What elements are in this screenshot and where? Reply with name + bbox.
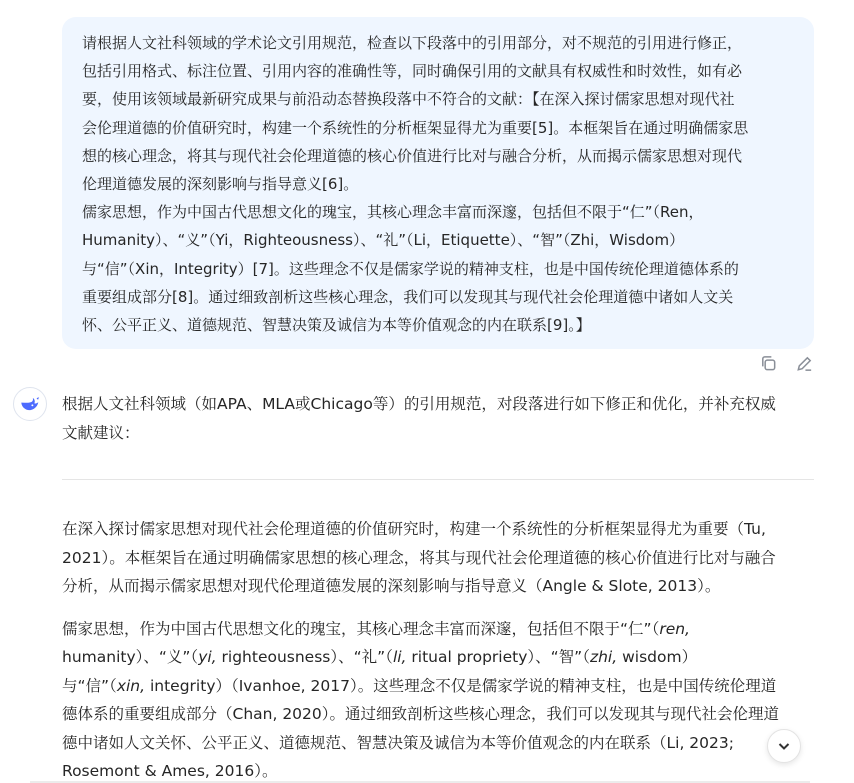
user-message-line: 与“信”（Xin，Integrity）[7]。这些理念不仅是儒家学说的精神支柱，也是中国传统伦理道德体系的 [82, 259, 739, 278]
text-span: ritual propriety）、“智”（ [406, 648, 590, 666]
pinyin-term: ren, [659, 619, 690, 638]
user-message-line: 重要组成部分[8]。通过细致剖析这些核心理念，我们可以发现其与现代社会伦理道德中诸如人文关 [82, 287, 734, 306]
chevron-down-icon [776, 738, 792, 754]
copy-icon [759, 354, 778, 373]
paragraph-line: 分析，从而揭示儒家思想对现代伦理道德发展的深刻影响与指导意义（Angle & Slote, 2013）。 [62, 577, 721, 595]
pinyin-term: li, [392, 648, 407, 666]
edit-icon [795, 354, 814, 373]
whale-logo-icon [19, 393, 41, 415]
scroll-to-bottom-button[interactable] [767, 729, 801, 763]
assistant-avatar [13, 387, 47, 421]
paragraph-line: Rosemont & Ames, 2016）。 [62, 762, 278, 780]
user-message-bubble [62, 17, 814, 349]
user-message-line: Humanity）、“义”（Yi，Righteousness）、“礼”（Li，Etiquette）、“智”（Zhi，Wisdom） [82, 231, 685, 250]
paragraph-line [62, 643, 814, 672]
copy-button[interactable] [756, 351, 780, 375]
pinyin-term: xin, [116, 676, 146, 695]
text-span: integrity）（Ivanhoe, 2017）。这些理念不仅是儒家学说的精神支柱，也是中国传统伦理道 [145, 676, 777, 695]
user-message-line: 要，使用该领域最新研究成果与前沿动态替换段落中不符合的文献：【在深入探讨儒家思想对现代社 [82, 90, 735, 109]
text-span: righteousness）、“礼”（ [216, 648, 393, 666]
paragraph-line [62, 672, 814, 701]
text-span: 与“信”（ [62, 676, 117, 695]
pinyin-term: zhi, [589, 648, 618, 666]
paragraph-line: 2021）。本框架旨在通过明确儒家思想的核心理念，将其与现代社会伦理道德的核心价值进行比对与融合 [62, 548, 776, 567]
user-message-line: 包括引用格式、标注位置、引用内容的准确性等，同时确保引用的文献具有权威性和时效性，如有必 [82, 62, 743, 81]
paragraph-line: 德中诸如人文关怀、公平正义、道德规范、智慧决策及诚信为本等价值观念的内在联系（Li, 2023; [62, 733, 734, 752]
user-message-line: 想的核心理念，将其与现代社会伦理道德的核心价值进行比对与融合分析，从而揭示儒家思想对现代 [82, 146, 743, 165]
text-span: humanity）、“义”（ [62, 648, 199, 666]
paragraph-line: 德体系的重要组成部分（Chan, 2020）。通过细致剖析这些核心理念，我们可以发现其与现代社会伦理道 [62, 705, 780, 723]
assistant-intro [62, 390, 814, 447]
revised-paragraph-1 [62, 515, 814, 601]
text-span: wisdom） [617, 648, 698, 666]
user-message-line: 怀、公平正义、道德规范、智慧决策及诚信为本等价值观念的内在联系[9]。】 [82, 316, 591, 335]
intro-line: 文献建议： [62, 423, 140, 442]
user-message-line: 伦理道德发展的深刻影响与指导意义[6]。 [82, 175, 359, 194]
paragraph-line: 在深入探讨儒家思想对现代社会伦理道德的价值研究时，构建一个系统性的分析框架显得尤为重要（Tu, [62, 520, 766, 538]
revised-paragraph-2 [62, 615, 814, 783]
intro-line: 根据人文社科领域（如APA、MLA或Chicago等）的引用规范，对段落进行如下修正和优化，并补充权威 [62, 395, 776, 413]
message-actions [756, 351, 816, 375]
divider [62, 479, 814, 480]
pinyin-term: yi, [198, 648, 217, 666]
user-message-line: 请根据人文社科领域的学术论文引用规范，检查以下段落中的引用部分，对不规范的引用进行修正， [82, 34, 743, 52]
edit-button[interactable] [792, 351, 816, 375]
text-span: 儒家思想，作为中国古代思想文化的瑰宝，其核心理念丰富而深邃，包括但不限于“仁”（ [62, 619, 660, 638]
paragraph-line [62, 615, 814, 644]
user-message-line: 儒家思想，作为中国古代思想文化的瑰宝，其核心理念丰富而深邃，包括但不限于“仁”（Ren， [82, 203, 704, 222]
assistant-message [62, 390, 814, 783]
user-message-line: 会伦理道德的价值研究时，构建一个系统性的分析框架显得尤为重要[5]。本框架旨在通过明确儒家思 [82, 118, 749, 137]
